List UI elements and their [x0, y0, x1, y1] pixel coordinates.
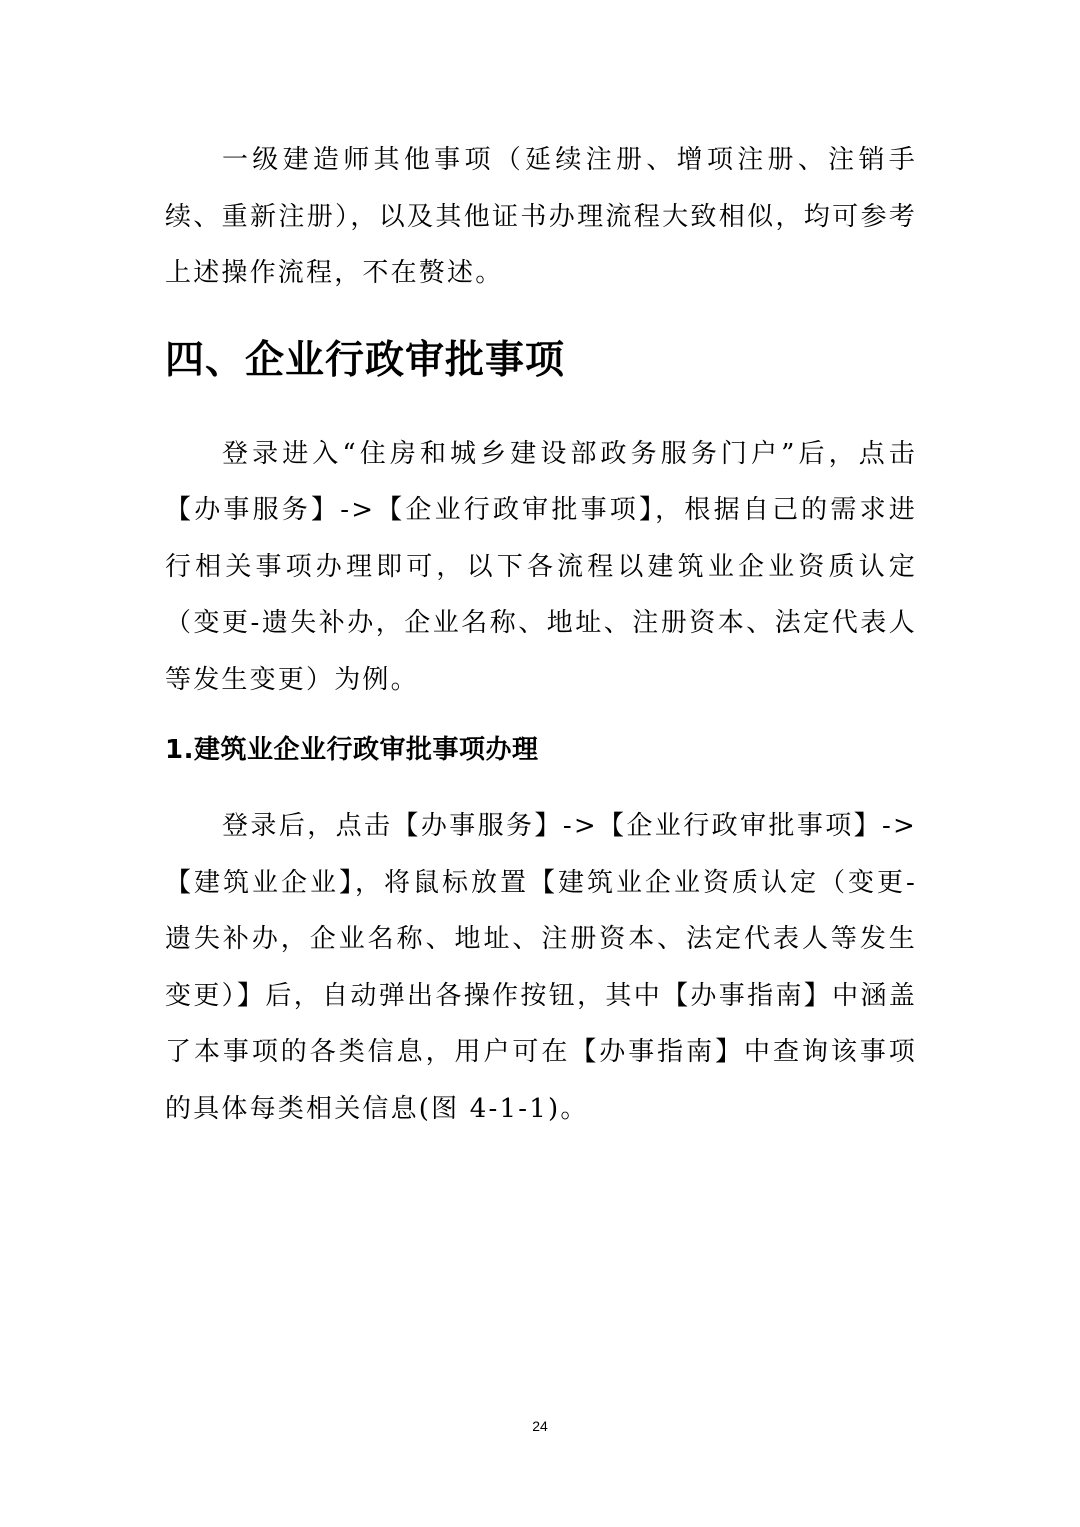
page-body: [165, 132, 917, 1137]
paragraph-other-matters: 一级建造师其他事项（延续注册、增项注册、注销手续、重新注册），以及其他证书办理流程大致相似，均可参考上述操作流程，不在赘述。: [165, 145, 917, 288]
subsection-heading-construction-enterprise: 1.建筑业企业行政审批事项办理: [165, 735, 539, 765]
paragraph-approval-procedure: 登录后，点击【办事服务】->【企业行政审批事项】->【建筑业企业】，将鼠标放置【建筑业企业资质认定（变更-遗失补办，企业名称、地址、注册资本、法定代表人等发生变更）】后，自动弹出各操作按钮，其中【办事指南】中涵盖了本事项的各类信息，用户可在【办事指南】中查询该事项的具体每类相关信息(图 4-1-1)。: [165, 811, 917, 1124]
paragraph-login-instructions: 登录进入“住房和城乡建设部政务服务门户”后，点击【办事服务】->【企业行政审批事项】，根据自己的需求进行相关事项办理即可，以下各流程以建筑业企业资质认定（变更-遗失补办，企业名称、地址、注册资本、法定代表人等发生变更）为例。: [165, 438, 917, 695]
section-heading-enterprise-approval: 四、企业行政审批事项: [165, 337, 566, 383]
page-number: 24: [532, 1418, 548, 1434]
